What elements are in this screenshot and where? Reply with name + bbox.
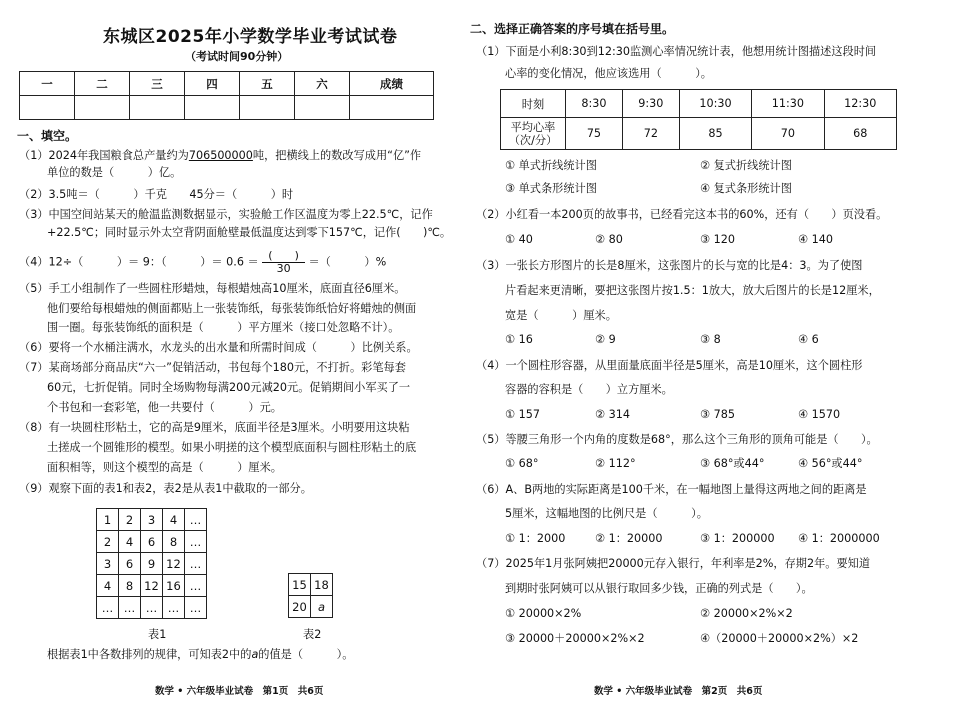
q8-line1: （8）有一块圆柱形粘土，它的高是9厘米，底面半径是3厘米。小明要用这块粘 — [19, 421, 410, 434]
c7-option-2: ② 20000×2%×2 — [700, 607, 793, 620]
q4-text-b: ＝（ ）% — [308, 255, 387, 269]
c4-option-3: ③ 785 — [700, 408, 735, 421]
c1-option-1: ① 单式折线统计图 — [505, 159, 597, 172]
q7-line3: 个书包和一套彩笔，他一共要付（ ）元。 — [47, 401, 282, 414]
c2-option-3: ③ 120 — [700, 233, 735, 246]
score-header-5: 五 — [240, 72, 295, 96]
c5-option-1: ① 68° — [505, 457, 539, 470]
q4-text: （4）12÷（ ）＝ 9：（ ）＝ 0.6 ＝ — [19, 255, 259, 269]
q9-question — [47, 648, 353, 661]
hr-row-label-2: （次/分） — [508, 133, 558, 147]
q9-tail: 根据表1中各数排列的规律，可知表2中的 — [47, 648, 252, 661]
section2-heading: 二、选择正确答案的序号填在括号里。 — [470, 22, 675, 36]
c6-option-3: ③ 1：200000 — [700, 532, 775, 545]
table1-cell: … — [185, 531, 207, 553]
q4 — [19, 250, 386, 275]
c7-option-4: ④（20000＋20000×2%）×2 — [700, 632, 859, 645]
q1-number: 706500000 — [188, 149, 253, 162]
q8-line2: 土搓成一个圆锥形的模型。如果小明搓的这个模型底面积与圆柱形粘土的底 — [47, 441, 417, 454]
hr-row-label — [501, 118, 566, 150]
c1-option-3: ③ 单式条形统计图 — [505, 182, 597, 195]
score-cell[interactable] — [240, 96, 295, 120]
q2: （2）3.5吨＝（ ）千克 45分＝（ ）时 — [19, 188, 294, 201]
c6-option-4: ④ 1：2000000 — [798, 532, 880, 545]
table1-cell: … — [185, 597, 207, 619]
q4-denominator: 30 — [276, 262, 291, 275]
q1-text-b: 吨，把横线上的数改写成用“亿”作 — [252, 149, 422, 162]
table1-cell: 3 — [141, 509, 163, 531]
c4-line2: 容器的容积是（ ）立方厘米。 — [505, 383, 673, 396]
q9: （9）观察下面的表1和表2，表2是从表1中截取的一部分。 — [19, 482, 312, 495]
hr-time: 10:30 — [679, 90, 751, 118]
q3-line2: +22.5℃；同时显示外太空背阴面舱壁最低温度达到零下157℃，记作( )℃。 — [47, 226, 452, 239]
q5-line2: 他们要给每根蜡烛的侧面都贴上一张装饰纸，每张装饰纸恰好将蜡烛的侧面 — [47, 302, 417, 315]
table1-cell: … — [141, 597, 163, 619]
c2-option-1: ① 40 — [505, 233, 533, 246]
c6-option-1: ① 1：2000 — [505, 532, 566, 545]
q9-tail2: 的值是（ ）。 — [258, 648, 354, 661]
table1-cell: 2 — [97, 531, 119, 553]
c2: （2）小红看一本200页的故事书，已经看完这本书的60%，还有（ ）页没看。 — [476, 208, 888, 221]
score-header-2: 二 — [75, 72, 130, 96]
c5-option-2: ② 112° — [595, 457, 636, 470]
table1-cell: 4 — [97, 575, 119, 597]
q5-line3: 围一圈。每张装饰纸的面积是（ ）平方厘米（接口处忽略不计）。 — [47, 321, 400, 334]
q9-variable: a — [251, 648, 259, 661]
hr-header-label: 时刻 — [501, 90, 566, 118]
q1-text: （1）2024年我国粮食总产量约为 — [19, 149, 189, 162]
c7-line2: 到期时张阿姨可以从银行取回多少钱，正确的列式是（ ）。 — [505, 582, 813, 595]
score-header-6: 六 — [295, 72, 350, 96]
section1-heading: 一、填空。 — [17, 129, 78, 143]
c2-option-4: ④ 140 — [798, 233, 833, 246]
exam-title: 东城区2025年小学数学毕业考试试卷 — [103, 27, 398, 47]
score-cell[interactable] — [295, 96, 350, 120]
table2 — [288, 573, 333, 618]
c4-line1: （4）一个圆柱形容器，从里面量底面半径是5厘米，高是10厘米，这个圆柱形 — [476, 359, 863, 372]
c3-option-1: ① 16 — [505, 333, 533, 346]
c2-option-2: ② 80 — [595, 233, 623, 246]
q1-line2: 单位的数是（ ）亿。 — [47, 166, 182, 179]
table1-cell: … — [185, 509, 207, 531]
q8-line3: 面积相等，则这个模型的高是（ ）厘米。 — [47, 461, 282, 474]
score-cell[interactable] — [185, 96, 240, 120]
q1-line1 — [19, 149, 421, 162]
c1-option-4: ④ 复式条形统计图 — [700, 182, 792, 195]
table1-cell: … — [163, 597, 185, 619]
c3-option-4: ④ 6 — [798, 333, 819, 346]
score-header-3: 三 — [130, 72, 185, 96]
q3-line1: （3）中国空间站某天的舱温监测数据显示，实验舱工作区温度为零上22.5℃，记作 — [19, 208, 433, 221]
q4-numerator: ( ) — [262, 250, 305, 263]
q4-fraction — [262, 250, 305, 275]
c3-option-3: ③ 8 — [700, 333, 721, 346]
score-cell-total[interactable] — [350, 96, 434, 120]
table2-cell: 18 — [311, 574, 333, 596]
score-header-total: 成绩 — [350, 72, 434, 96]
score-header-4: 四 — [185, 72, 240, 96]
score-cell[interactable] — [75, 96, 130, 120]
table1-cell: 3 — [97, 553, 119, 575]
c3-line1: （3）一张长方形图片的长是8厘米，这张图片的长与宽的比是4：3。为了使图 — [476, 259, 863, 272]
c1-line2: 心率的变化情况，他应该选用（ ）。 — [505, 67, 712, 80]
table1-cell: 1 — [97, 509, 119, 531]
c4-option-1: ① 157 — [505, 408, 540, 421]
c7-line1: （7）2025年1月张阿姨把20000元存入银行，年利率是2%，存期2年。要知道 — [476, 557, 871, 570]
hr-value: 70 — [752, 118, 824, 150]
table1-caption: 表1 — [148, 628, 167, 641]
table1-cell: 12 — [163, 553, 185, 575]
table2-cell: a — [311, 596, 333, 618]
hr-time: 12:30 — [824, 90, 896, 118]
table1-cell: … — [185, 553, 207, 575]
table1-cell: … — [97, 597, 119, 619]
score-header-1: 一 — [20, 72, 75, 96]
table1-cell: 4 — [119, 531, 141, 553]
table1-cell: 16 — [163, 575, 185, 597]
table1-cell: 6 — [119, 553, 141, 575]
c4-option-2: ② 314 — [595, 408, 630, 421]
q7-line2: 60元，七折促销。同时全场购物每满200元减20元。促销期间小军买了一 — [47, 381, 411, 394]
exam-duration: （考试时间90分钟） — [185, 50, 289, 63]
c3-line2: 片看起来更清晰，要把这张图片按1.5：1放大，放大后图片的长是12厘米， — [505, 284, 880, 297]
hr-value: 75 — [566, 118, 623, 150]
table1-cell: … — [185, 575, 207, 597]
table2-cell: 20 — [289, 596, 311, 618]
hr-row-label-1: 平均心率 — [510, 120, 556, 134]
hr-time: 11:30 — [752, 90, 824, 118]
table1-cell: 9 — [141, 553, 163, 575]
q5-line1: （5）手工小组制作了一些圆柱形蜡烛，每根蜡烛高10厘米，底面直径6厘米。 — [19, 282, 406, 295]
q6: （6）要将一个水桶注满水，水龙头的出水量和所需时间成（ ）比例关系。 — [19, 341, 418, 354]
table1-cell: 4 — [163, 509, 185, 531]
table1-cell: 6 — [141, 531, 163, 553]
page1-footer: 数学 • 六年级毕业试卷 第1页 共6页 — [155, 686, 324, 697]
table2-caption: 表2 — [303, 628, 322, 641]
hr-time: 9:30 — [622, 90, 679, 118]
c3-line3: 宽是（ ）厘米。 — [505, 309, 617, 322]
hr-value: 85 — [679, 118, 751, 150]
c3-option-2: ② 9 — [595, 333, 616, 346]
table1-cell: … — [119, 597, 141, 619]
c1-option-2: ② 复式折线统计图 — [700, 159, 792, 172]
c5: （5）等腰三角形一个内角的度数是68°，那么这个三角形的顶角可能是（ ）。 — [476, 433, 878, 446]
c7-option-3: ③ 20000＋20000×2%×2 — [505, 632, 645, 645]
table2-cell: 15 — [289, 574, 311, 596]
c6-option-2: ② 1：20000 — [595, 532, 663, 545]
heart-rate-table — [500, 89, 897, 150]
c7-option-1: ① 20000×2% — [505, 607, 582, 620]
c6-line1: （6）A、B两地的实际距离是100千米，在一幅地图上量得这两地之间的距离是 — [476, 483, 867, 496]
table1-cell: 8 — [163, 531, 185, 553]
q7-line1: （7）某商场部分商品庆“六一”促销活动，书包每个180元，不打折。彩笔每套 — [19, 361, 406, 374]
c1-line1: （1）下面是小利8:30到12:30监测心率情况统计表，他想用统计图描述这段时间 — [476, 45, 877, 58]
table1-cell: 8 — [119, 575, 141, 597]
table1-cell: 12 — [141, 575, 163, 597]
hr-value: 68 — [824, 118, 896, 150]
page2-footer: 数学 • 六年级毕业试卷 第2页 共6页 — [594, 686, 763, 697]
table1 — [96, 508, 207, 619]
hr-value: 72 — [622, 118, 679, 150]
table1-cell: 2 — [119, 509, 141, 531]
c5-option-4: ④ 56°或44° — [798, 457, 863, 470]
score-cell[interactable] — [20, 96, 75, 120]
c4-option-4: ④ 1570 — [798, 408, 841, 421]
score-table — [19, 71, 434, 120]
c6-line2: 5厘米，这幅地图的比例尺是（ ）。 — [505, 507, 708, 520]
score-cell[interactable] — [130, 96, 185, 120]
hr-time: 8:30 — [566, 90, 623, 118]
c5-option-3: ③ 68°或44° — [700, 457, 765, 470]
